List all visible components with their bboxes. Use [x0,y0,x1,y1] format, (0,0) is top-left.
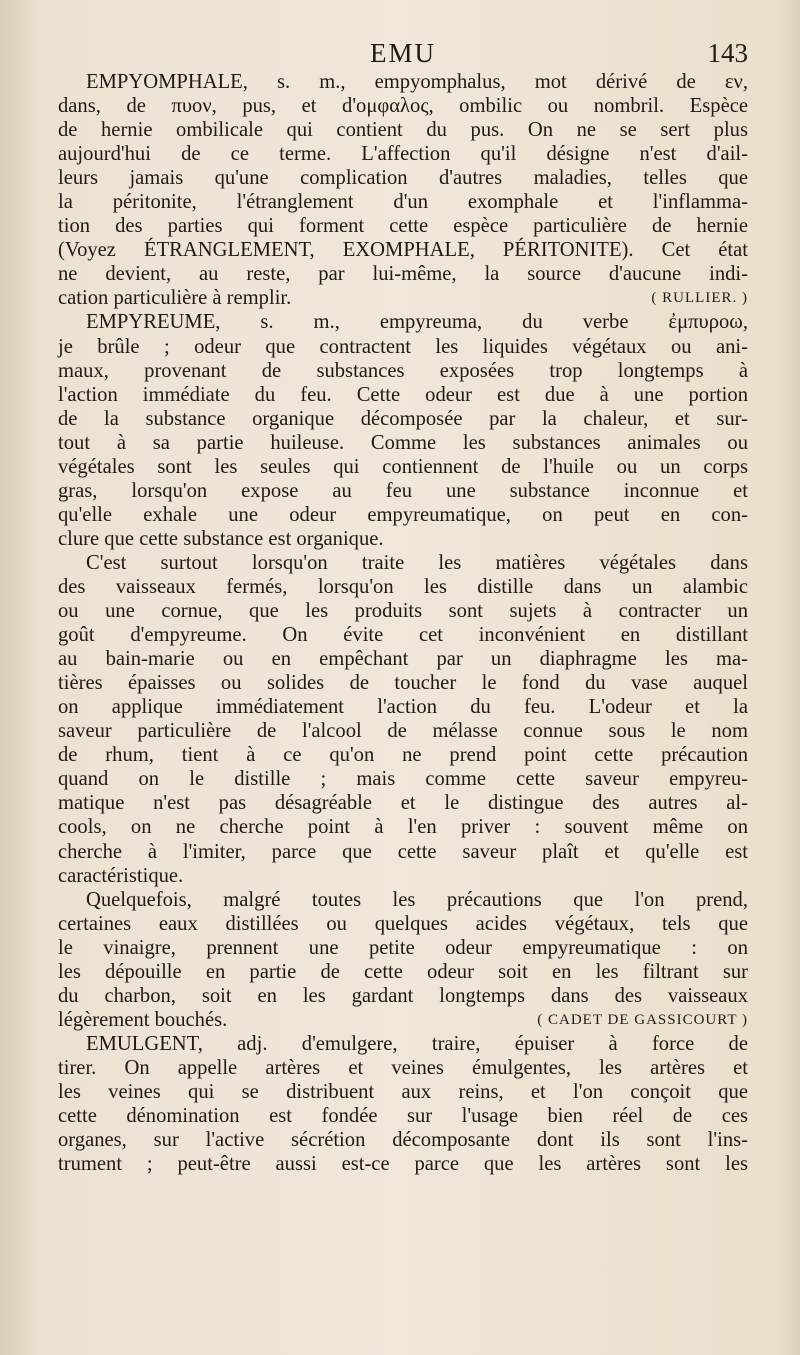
text-line: je brûle ; odeur que contractent les liquides végétaux ou ani- [58,335,748,358]
text-line: certaines eaux distillées ou quelques acides végétaux, tels que [58,912,748,935]
text-line: caractéristique. [58,864,184,887]
text-line: aujourd'hui de ce terme. L'affection qu'il désigne n'est d'ail- [58,143,748,166]
page-number: 143 [707,38,748,68]
text-line: la péritonite, l'étranglement d'un exomphale et l'inflamma- [58,191,748,214]
text-line: clure que cette substance est organique. [58,527,384,550]
author-signature: ( RULLIER. ) [651,290,748,307]
text-line: matique n'est pas désagréable et le distingue des autres al- [58,792,748,815]
entry-empyomphale [58,70,748,310]
paragraph [58,888,748,1032]
entry-empyreume [58,310,748,1031]
text-line: végétales sont les seules qui contiennent de l'huile ou un corps [58,455,748,478]
running-head: EMU [370,38,436,68]
text-line: les dépouille en partie de cette odeur soit en les filtrant sur [58,960,748,983]
text-line: trument ; peut-être aussi est-ce parce que les artères sont les [58,1153,748,1176]
text-line: EMULGENT, adj. d'emulgere, traire, épuiser à force de [86,1032,748,1055]
text-line: saveur particulière de l'alcool de mélasse connue sous le nom [58,720,748,743]
text-line: (Voyez ÉTRANGLEMENT, EXOMPHALE, PÉRITONITE). Cet état [58,239,748,262]
page-header [58,38,748,70]
text-line: tout à sa partie huileuse. Comme les substances animales ou [58,431,748,454]
text-line: on applique immédiatement l'action du feu. L'odeur et la [58,696,748,719]
text-line: de hernie ombilicale qui contient du pus. On ne se sert plus [58,119,748,142]
text-line: Quelquefois, malgré toutes les précautions que l'on prend, [86,888,748,911]
text-line: légèrement bouchés. [58,1008,228,1031]
text-line-with-signature [58,1008,748,1032]
text-line: cools, on ne cherche point à l'en priver : souvent même on [58,816,748,839]
text-line: de rhum, tient à ce qu'on ne prend point cette précaution [58,744,748,767]
text-line: quand on le distille ; mais comme cette saveur empyreu- [58,768,748,791]
text-line: l'action immédiate du feu. Cette odeur est due à une portion [58,383,748,406]
text-line: cette dénomination est fondée sur l'usage bien réel de ces [58,1105,748,1128]
text-line: goût d'empyreume. On évite cet inconvénient en distillant [58,624,748,647]
text-line: tières épaisses ou solides de toucher le fond du vase auquel [58,672,748,695]
text-line: le vinaigre, prennent une petite odeur empyreumatique : on [58,936,748,959]
text-line: EMPYOMPHALE, s. m., empyomphalus, mot dérivé de εν, [86,71,748,93]
text-line: EMPYREUME, s. m., empyreuma, du verbe ἐμπυροω, [86,311,748,334]
entry-emulgent [58,1032,748,1176]
text-line: tirer. On appelle artères et veines émulgentes, les artères et [58,1056,748,1079]
text-line: cherche à l'imiter, parce que cette saveur plaît et qu'elle est [58,840,748,863]
paragraph [58,551,748,888]
body-text [58,70,748,1176]
text-line: qu'elle exhale une odeur empyreumatique, on peut en con- [58,503,748,526]
text-line-with-signature [58,286,748,310]
text-line: organes, sur l'active sécrétion décomposante dont ils sont l'ins- [58,1129,748,1152]
text-line: de la substance organique décomposée par la chaleur, et sur- [58,407,748,430]
text-line: tion des parties qui forment cette espèce particulière de hernie [58,215,748,238]
text-line: cation particulière à remplir. [58,287,292,310]
text-line: dans, de πυον, pus, et d'ομφαλος, ombilic ou nombril. Espèce [58,95,748,118]
text-line: gras, lorsqu'on expose au feu une substance inconnue et [58,479,748,502]
text-line: du charbon, soit en les gardant longtemps dans des vaisseaux [58,984,748,1007]
text-line: C'est surtout lorsqu'on traite les matières végétales dans [86,551,748,574]
text-line: maux, provenant de substances exposées trop longtemps à [58,359,748,382]
text-line: des vaisseaux fermés, lorsqu'on les distille dans un alambic [58,575,748,598]
text-line: ou une cornue, que les produits sont sujets à contracter un [58,600,748,623]
text-line: leurs jamais qu'une complication d'autres maladies, telles que [58,167,748,190]
text-line: ne devient, au reste, par lui-même, la source d'aucune indi- [58,263,748,286]
author-signature: ( CADET DE GASSICOURT ) [537,1011,748,1028]
text-line: les veines qui se distribuent aux reins, et l'on conçoit que [58,1080,748,1103]
text-line: au bain-marie ou en empêchant par un diaphragme les ma- [58,648,748,671]
